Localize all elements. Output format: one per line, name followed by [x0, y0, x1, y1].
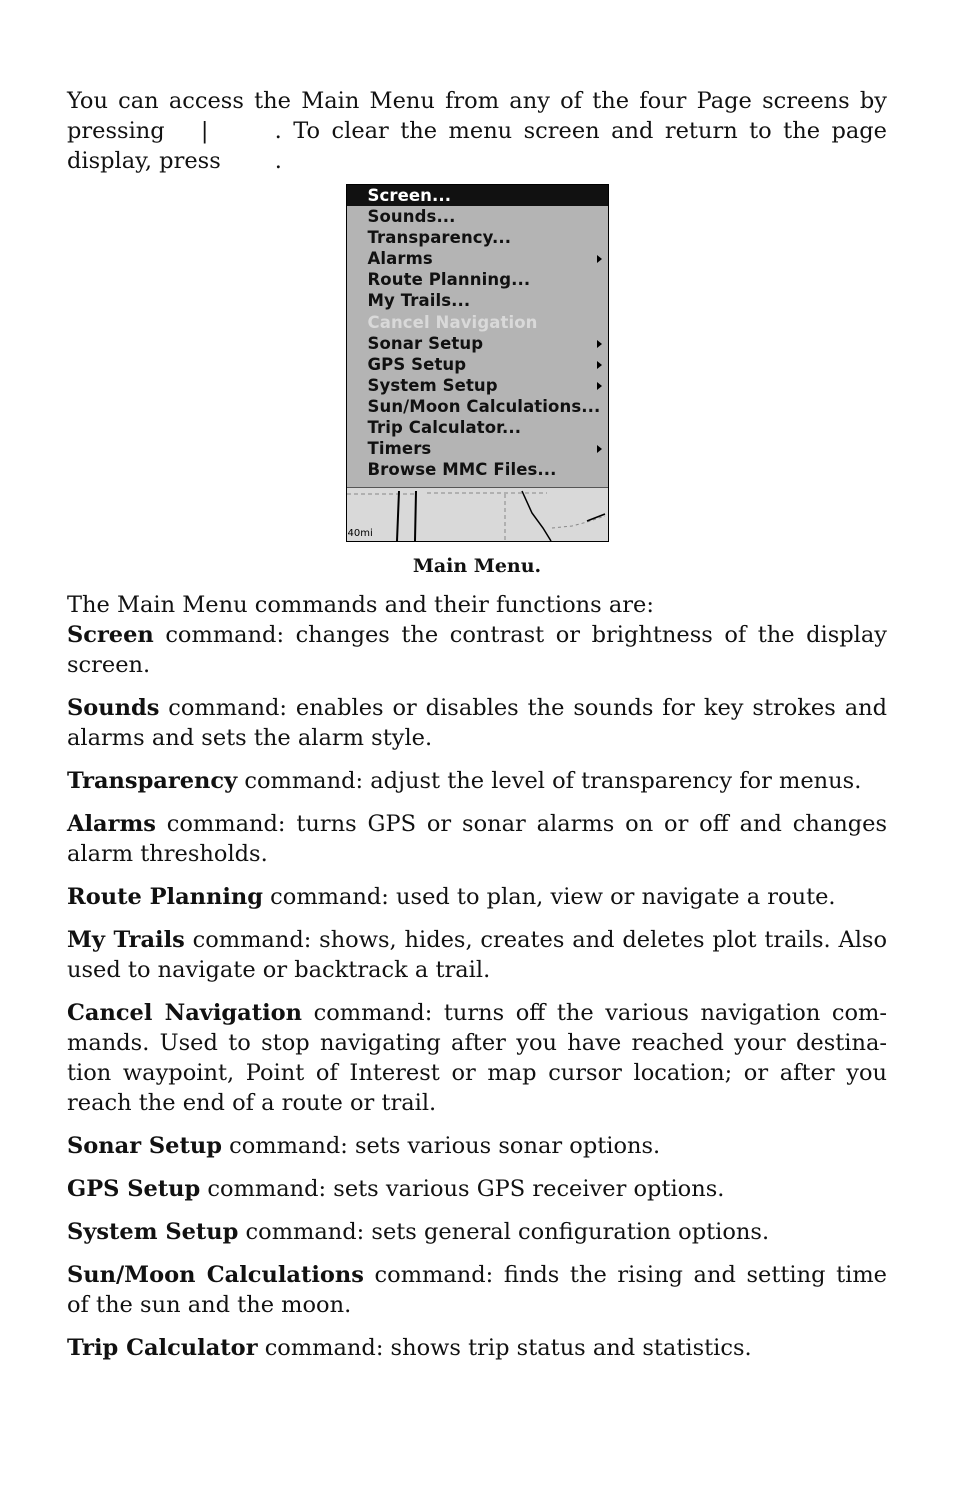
command-description [67, 925, 887, 985]
command-description [67, 1333, 887, 1363]
page-content [67, 86, 887, 1376]
submenu-arrow-icon [597, 445, 602, 453]
menu-item-transparency[interactable] [347, 227, 608, 248]
command-name: Screen [67, 622, 154, 648]
menu-item-label: Cancel Navigation [367, 312, 538, 332]
menu-item-label: Transparency... [367, 228, 512, 248]
command-text: command: sets various GPS receiver options. [200, 1176, 725, 1202]
map-background [347, 488, 608, 541]
menu-item-my-trails[interactable] [347, 290, 608, 311]
commands-intro: The Main Menu commands and their functions are: [67, 592, 654, 618]
command-name: Transparency [67, 768, 238, 794]
figure-caption: Main Menu. [412, 555, 542, 577]
command-name: My Trails [67, 927, 185, 953]
command-description [67, 1174, 887, 1204]
command-name: Sounds [67, 695, 160, 721]
command-text: command: turns off the various navigation com-mands. Used to stop navigating after you have reached your destina-tion waypoint, Point of Interest or map cursor location; or after you reach the end of a route or trail. [67, 1000, 887, 1116]
menu-item-gps-setup[interactable] [347, 354, 608, 375]
menu-item-screen[interactable] [347, 185, 608, 206]
command-text: command: finds the rising and setting time of the sun and the moon. [67, 1262, 888, 1318]
command-name: GPS Setup [67, 1176, 201, 1202]
main-menu-figure [346, 184, 609, 542]
main-menu [347, 185, 608, 488]
menu-item-sun-moon-calculations[interactable] [347, 396, 608, 417]
command-description [67, 1131, 887, 1161]
menu-item-label: Timers [367, 439, 432, 459]
command-text: command: shows, hides, creates and deletes plot trails. Also used to navigate or backtrack a trail. [67, 927, 887, 983]
command-text: command: turns GPS or sonar alarms on or off and changes alarm thresholds. [67, 811, 887, 867]
menu-item-label: System Setup [367, 375, 498, 395]
submenu-arrow-icon [597, 361, 602, 369]
command-text: command: sets general configuration options. [238, 1219, 770, 1245]
command-name: Alarms [67, 811, 156, 837]
command-name: Route Planning [67, 884, 264, 910]
menu-item-label: Sounds... [367, 207, 456, 227]
menu-item-timers[interactable] [347, 438, 608, 459]
map-scale-label: 40mi [347, 528, 373, 539]
map-lines [347, 488, 608, 541]
command-name: Sonar Setup [67, 1133, 222, 1159]
menu-item-sonar-setup[interactable] [347, 333, 608, 354]
command-list [67, 620, 887, 1363]
menu-item-label: Sonar Setup [367, 333, 484, 353]
command-text: command: sets various sonar options. [221, 1133, 661, 1159]
command-description [67, 882, 887, 912]
submenu-arrow-icon [597, 255, 602, 263]
command-description [67, 766, 887, 796]
menu-item-sounds[interactable] [347, 206, 608, 227]
command-name: Trip Calculator [67, 1335, 258, 1361]
command-description [67, 809, 887, 869]
menu-item-label: Trip Calculator... [367, 418, 522, 438]
intro-text-1: You can access the Main Menu from any of the four Page screens by pressing [67, 88, 887, 144]
menu-item-label: Screen... [367, 186, 452, 205]
command-text: command: adjust the level of transparency for menus. [237, 768, 862, 794]
command-text: command: changes the contrast or brightness of the display screen. [67, 622, 887, 678]
menu-item-browse-mmc-files[interactable] [347, 459, 608, 480]
device-screen [346, 184, 609, 542]
command-description [67, 693, 887, 753]
command-description [67, 1217, 887, 1247]
intro-text-3: . [274, 148, 282, 174]
menu-item-label: My Trails... [367, 291, 471, 311]
menu-item-cancel-navigation [347, 312, 608, 333]
command-name: System Setup [67, 1219, 239, 1245]
menu-item-label: Sun/Moon Calculations... [367, 396, 601, 416]
menu-item-label: Route Planning... [367, 270, 531, 290]
menu-item-route-planning[interactable] [347, 269, 608, 290]
command-description [67, 998, 887, 1118]
submenu-arrow-icon [597, 382, 602, 390]
command-description [67, 1260, 887, 1320]
menu-item-system-setup[interactable] [347, 375, 608, 396]
command-name: Sun/Moon Calculations [67, 1262, 364, 1288]
intro-paragraph [67, 86, 887, 176]
command-text: command: enables or disables the sounds for key strokes and alarms and sets the alarm style. [67, 695, 887, 751]
key-separator: | [200, 118, 209, 144]
submenu-arrow-icon [597, 340, 602, 348]
command-name: Cancel Navigation [67, 1000, 303, 1026]
menu-item-trip-calculator[interactable] [347, 417, 608, 438]
menu-item-alarms[interactable] [347, 248, 608, 269]
command-text: command: shows trip status and statistics. [257, 1335, 752, 1361]
intro-text-2: . To clear the menu screen and return to the page display, press [67, 118, 887, 174]
menu-item-label: Browse MMC Files... [367, 460, 557, 480]
command-text: command: used to plan, view or navigate a route. [263, 884, 836, 910]
menu-item-label: GPS Setup [367, 354, 467, 374]
command-description [67, 620, 887, 680]
menu-item-label: Alarms [367, 249, 433, 269]
